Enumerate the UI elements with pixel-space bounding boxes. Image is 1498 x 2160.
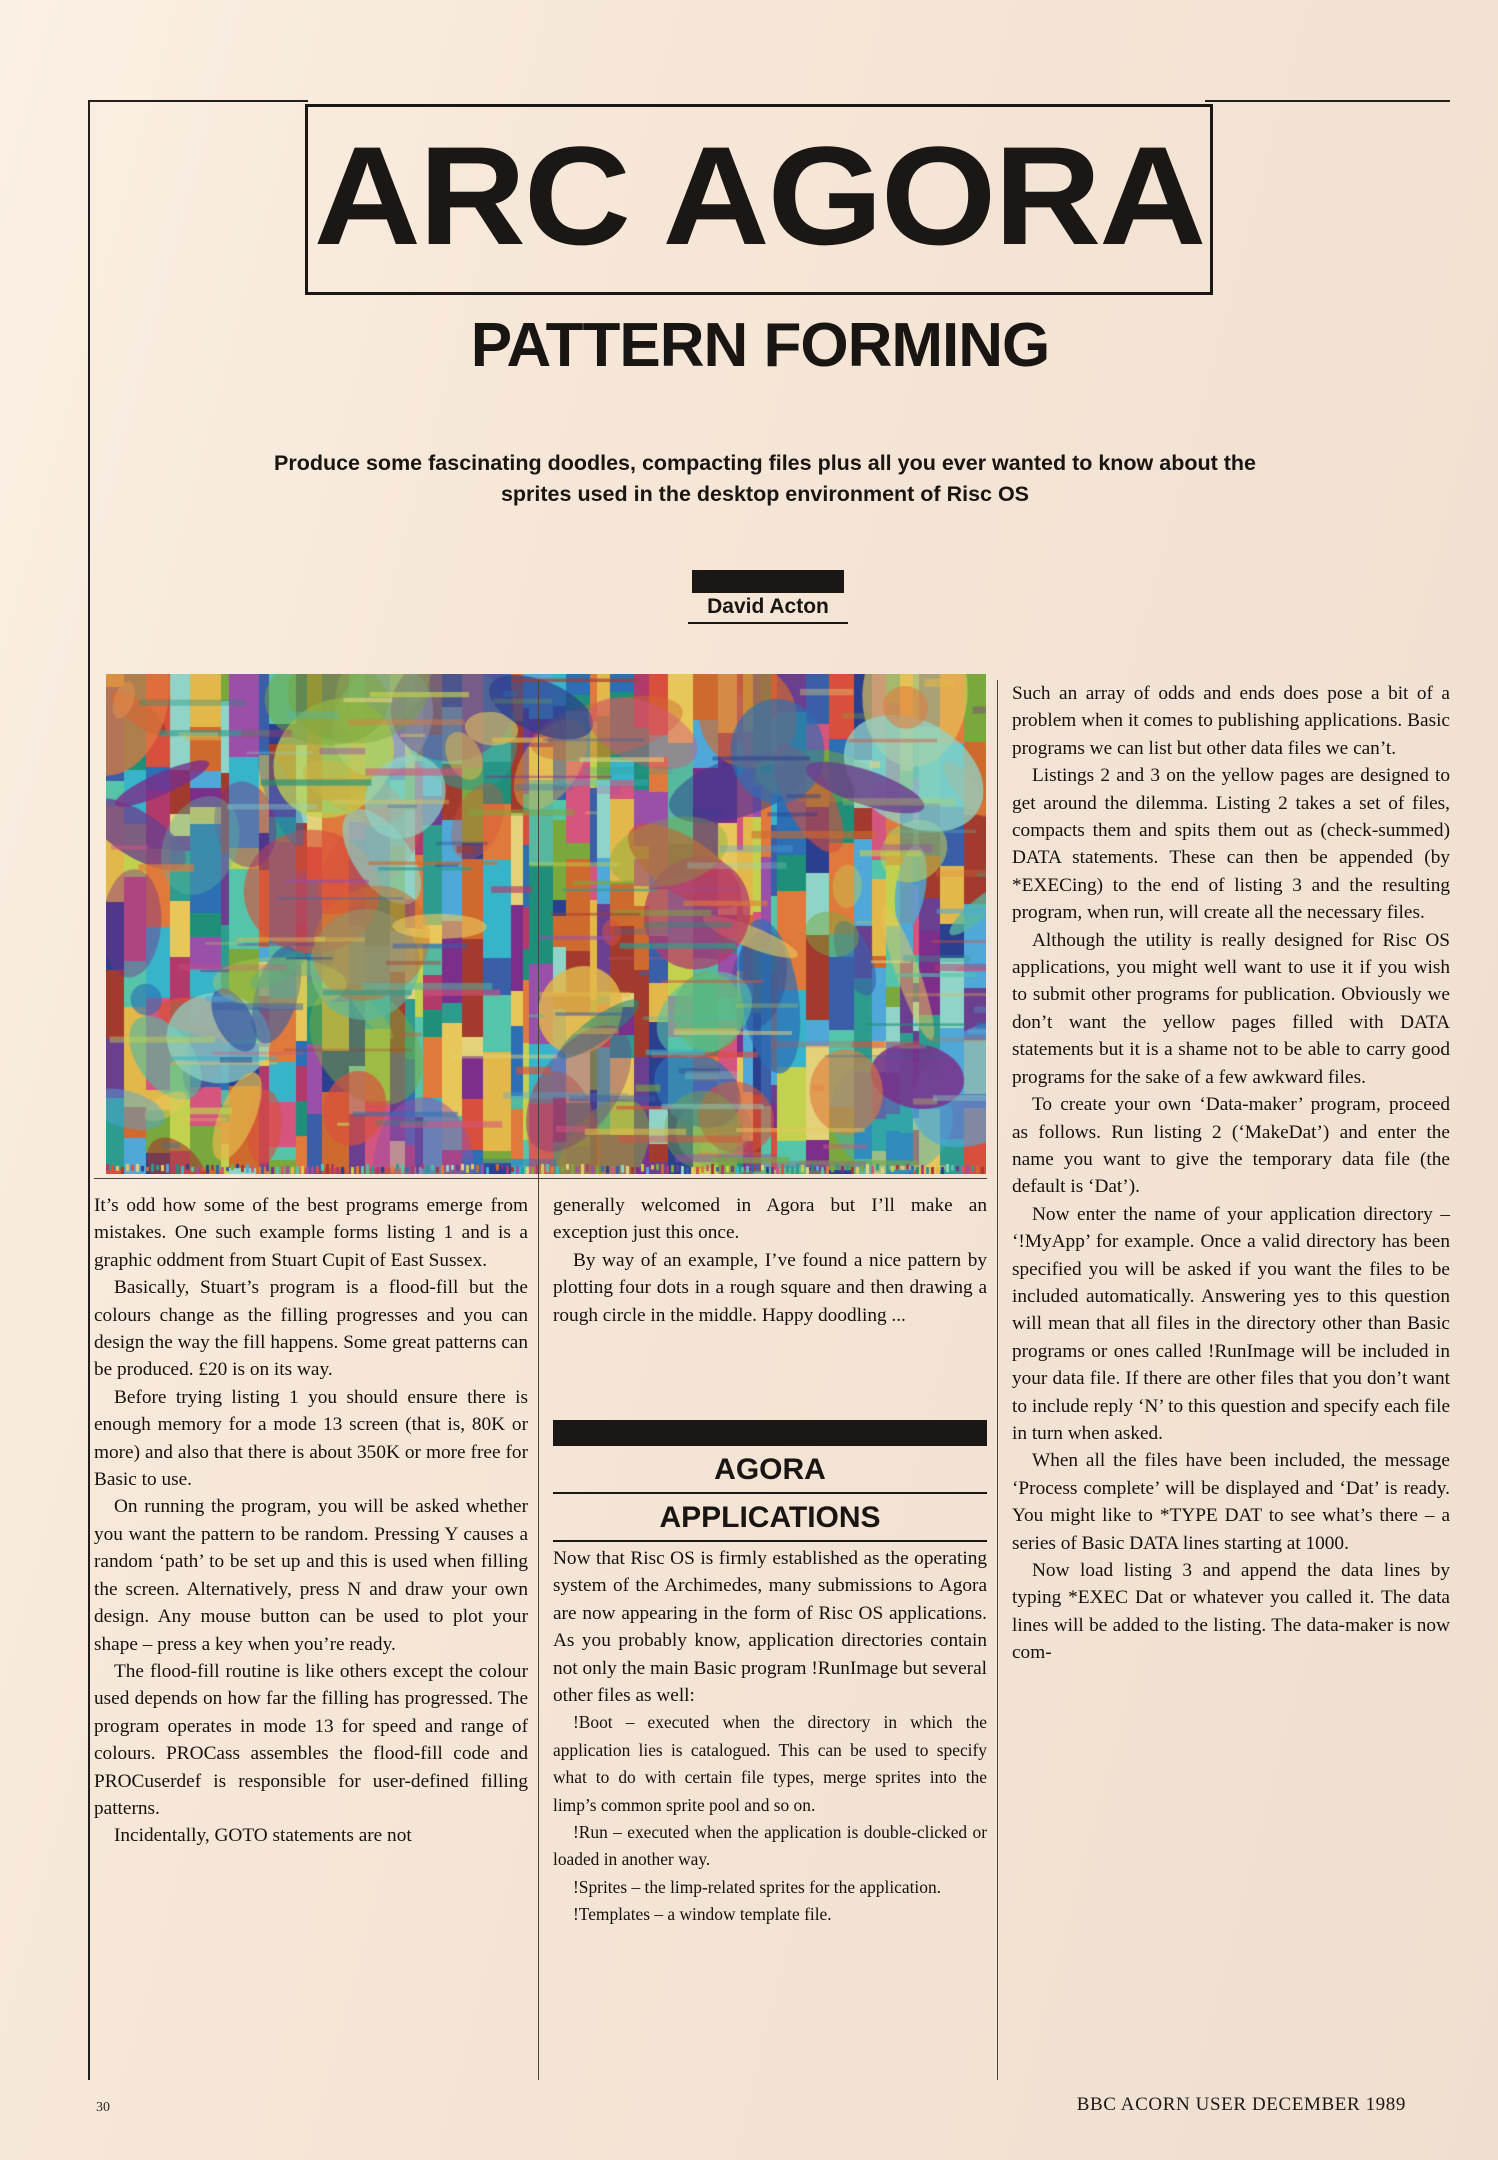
page-border-left	[88, 100, 90, 2080]
byline-bar	[692, 570, 844, 593]
column-rule-1	[538, 680, 539, 2080]
artwork-bottom-rule	[94, 1178, 987, 1179]
paragraph: Now that Risc OS is firmly established as the operating system of the Archimedes, many submissions to Agora are now appearing in the form of Risc OS applications. As you probably know, application directories contain not only the main Basic program !RunImage but several other files as well:	[553, 1548, 987, 1707]
paragraph: Incidentally, GOTO statements are not	[114, 1825, 412, 1847]
paragraph: Basically, Stuart’s program is a flood-fill but the colours change as the filling progresses and you can design the way the fill happens. Some great patterns can be produced. £20 is on its way.	[94, 1277, 528, 1381]
paragraph: When all the files have been included, the message ‘Process complete’ will be displayed and ‘Dat’ is ready. You might like to *TYPE DAT to see what’s there – a series of Basic DATA lines starting at 1000.	[1012, 1450, 1450, 1554]
paragraph: Although the utility is really designed for Risc OS applications, you might well want to use it if you wish to submit other programs for publication. Obviously we don’t want the yellow pages filled with DATA statements but it is a shame not to be able to carry good programs for the sake of a few awkward files.	[1012, 929, 1450, 1088]
body-column-3	[1012, 680, 1450, 1667]
column-rule-2	[997, 680, 998, 2080]
page-border-top-right	[1205, 100, 1450, 102]
masthead-box	[305, 104, 1213, 295]
paragraph: Such an array of odds and ends does pose a bit of a problem when it comes to publishing applications. Basic programs we can list but other data files we can’t.	[1012, 683, 1450, 759]
paragraph: By way of an example, I’ve found a nice pattern by plotting four dots in a rough square and then drawing a rough circle in the middle. Happy doodling ...	[553, 1249, 987, 1326]
paragraph: It’s odd how some of the best programs emerge from mistakes. One such example forms listing 1 and is a graphic oddment from Stuart Cupit of East Sussex.	[94, 1195, 528, 1271]
section-heading-bar	[553, 1420, 987, 1446]
body-column-2-top	[553, 1192, 987, 1329]
paragraph: generally welcomed in Agora but I’ll make an exception just this once.	[553, 1195, 987, 1244]
page-border-top	[88, 100, 308, 102]
body-column-2-bottom	[553, 1545, 987, 1929]
paragraph: The flood-fill routine is like others except the colour used depends on how far the filling has progressed. The program operates in mode 13 for speed and range of colours. PROCass assembles the flood-fill code and PROCuserdef is responsible for user-defined filling patterns.	[94, 1660, 528, 1819]
paragraph: Listings 2 and 3 on the yellow pages are designed to get around the dilemma. Listing 2 takes a set of files, compacts them and spits them out as (check-summed) DATA statements. These can then be appended (by *EXECing) to the end of listing 3 and the resulting program, when run, will create all the necessary files.	[1012, 765, 1450, 924]
paragraph-templates-file: !Templates – a window template file.	[573, 1904, 832, 1925]
page-title: ARC AGORA	[313, 117, 1205, 274]
section-heading-agora-applications	[553, 1420, 987, 1542]
paragraph: To create your own ‘Data-maker’ program, proceed as follows. Run listing 2 (‘MakeDat’) and enter the name you want to give the temporary data file (the default is ‘Dat’).	[1012, 1094, 1450, 1198]
paragraph: On running the program, you will be asked whether you want the pattern to be random. Pressing Y causes a random ‘path’ to be set up and this is used when filling the screen. Alternatively, press N and draw your own design. Any mouse button can be used to plot your shape – press a key when you’re ready.	[94, 1496, 528, 1655]
paragraph-run-file: !Run – executed when the application is double-clicked or loaded in another way.	[553, 1822, 987, 1870]
standfirst: Produce some fascinating doodles, compacting files plus all you ever wanted to know about the sprites used in the desktop environment of Risc OS	[273, 451, 1256, 506]
artwork-flood-fill-pattern	[106, 674, 986, 1174]
article-subtitle: PATTERN FORMING	[470, 311, 1050, 380]
section-heading-line-2: APPLICATIONS	[553, 1494, 987, 1542]
byline-author: David Acton	[688, 593, 848, 624]
paragraph: Now enter the name of your application directory – ‘!MyApp’ for example. Once a valid directory has been specified you will be asked if you want the files to be included automatically. Answering yes to this question will mean that all files in the directory other than Basic programs or ones called !RunImage will be included in your data file. If there are other files that you don’t want to include reply ‘N’ to this question and specify each file in turn when asked.	[1012, 1203, 1450, 1444]
page-number: 30	[96, 2100, 110, 2115]
paragraph-boot-file: !Boot – executed when the directory in which the application lies is catalogued. This can be used to specify what to do with certain file types, merge sprites into the limp’s common sprite pool and so on.	[553, 1712, 987, 1815]
publication-footer: BBC ACORN USER DECEMBER 1989	[1076, 2094, 1406, 2115]
section-heading-line-1: AGORA	[553, 1446, 987, 1494]
body-column-1	[94, 1192, 528, 1850]
byline	[688, 570, 848, 624]
paragraph: Now load listing 3 and append the data lines by typing *EXEC Dat or whatever you called it. The data lines will be added to the listing. The data-maker is now com-	[1012, 1560, 1450, 1664]
paragraph-sprites-file: !Sprites – the limp-related sprites for the application.	[573, 1876, 941, 1897]
paragraph: Before trying listing 1 you should ensure there is enough memory for a mode 13 screen (that is, 80K or more) and also that there is about 350K or more free for Basic to use.	[94, 1386, 528, 1491]
